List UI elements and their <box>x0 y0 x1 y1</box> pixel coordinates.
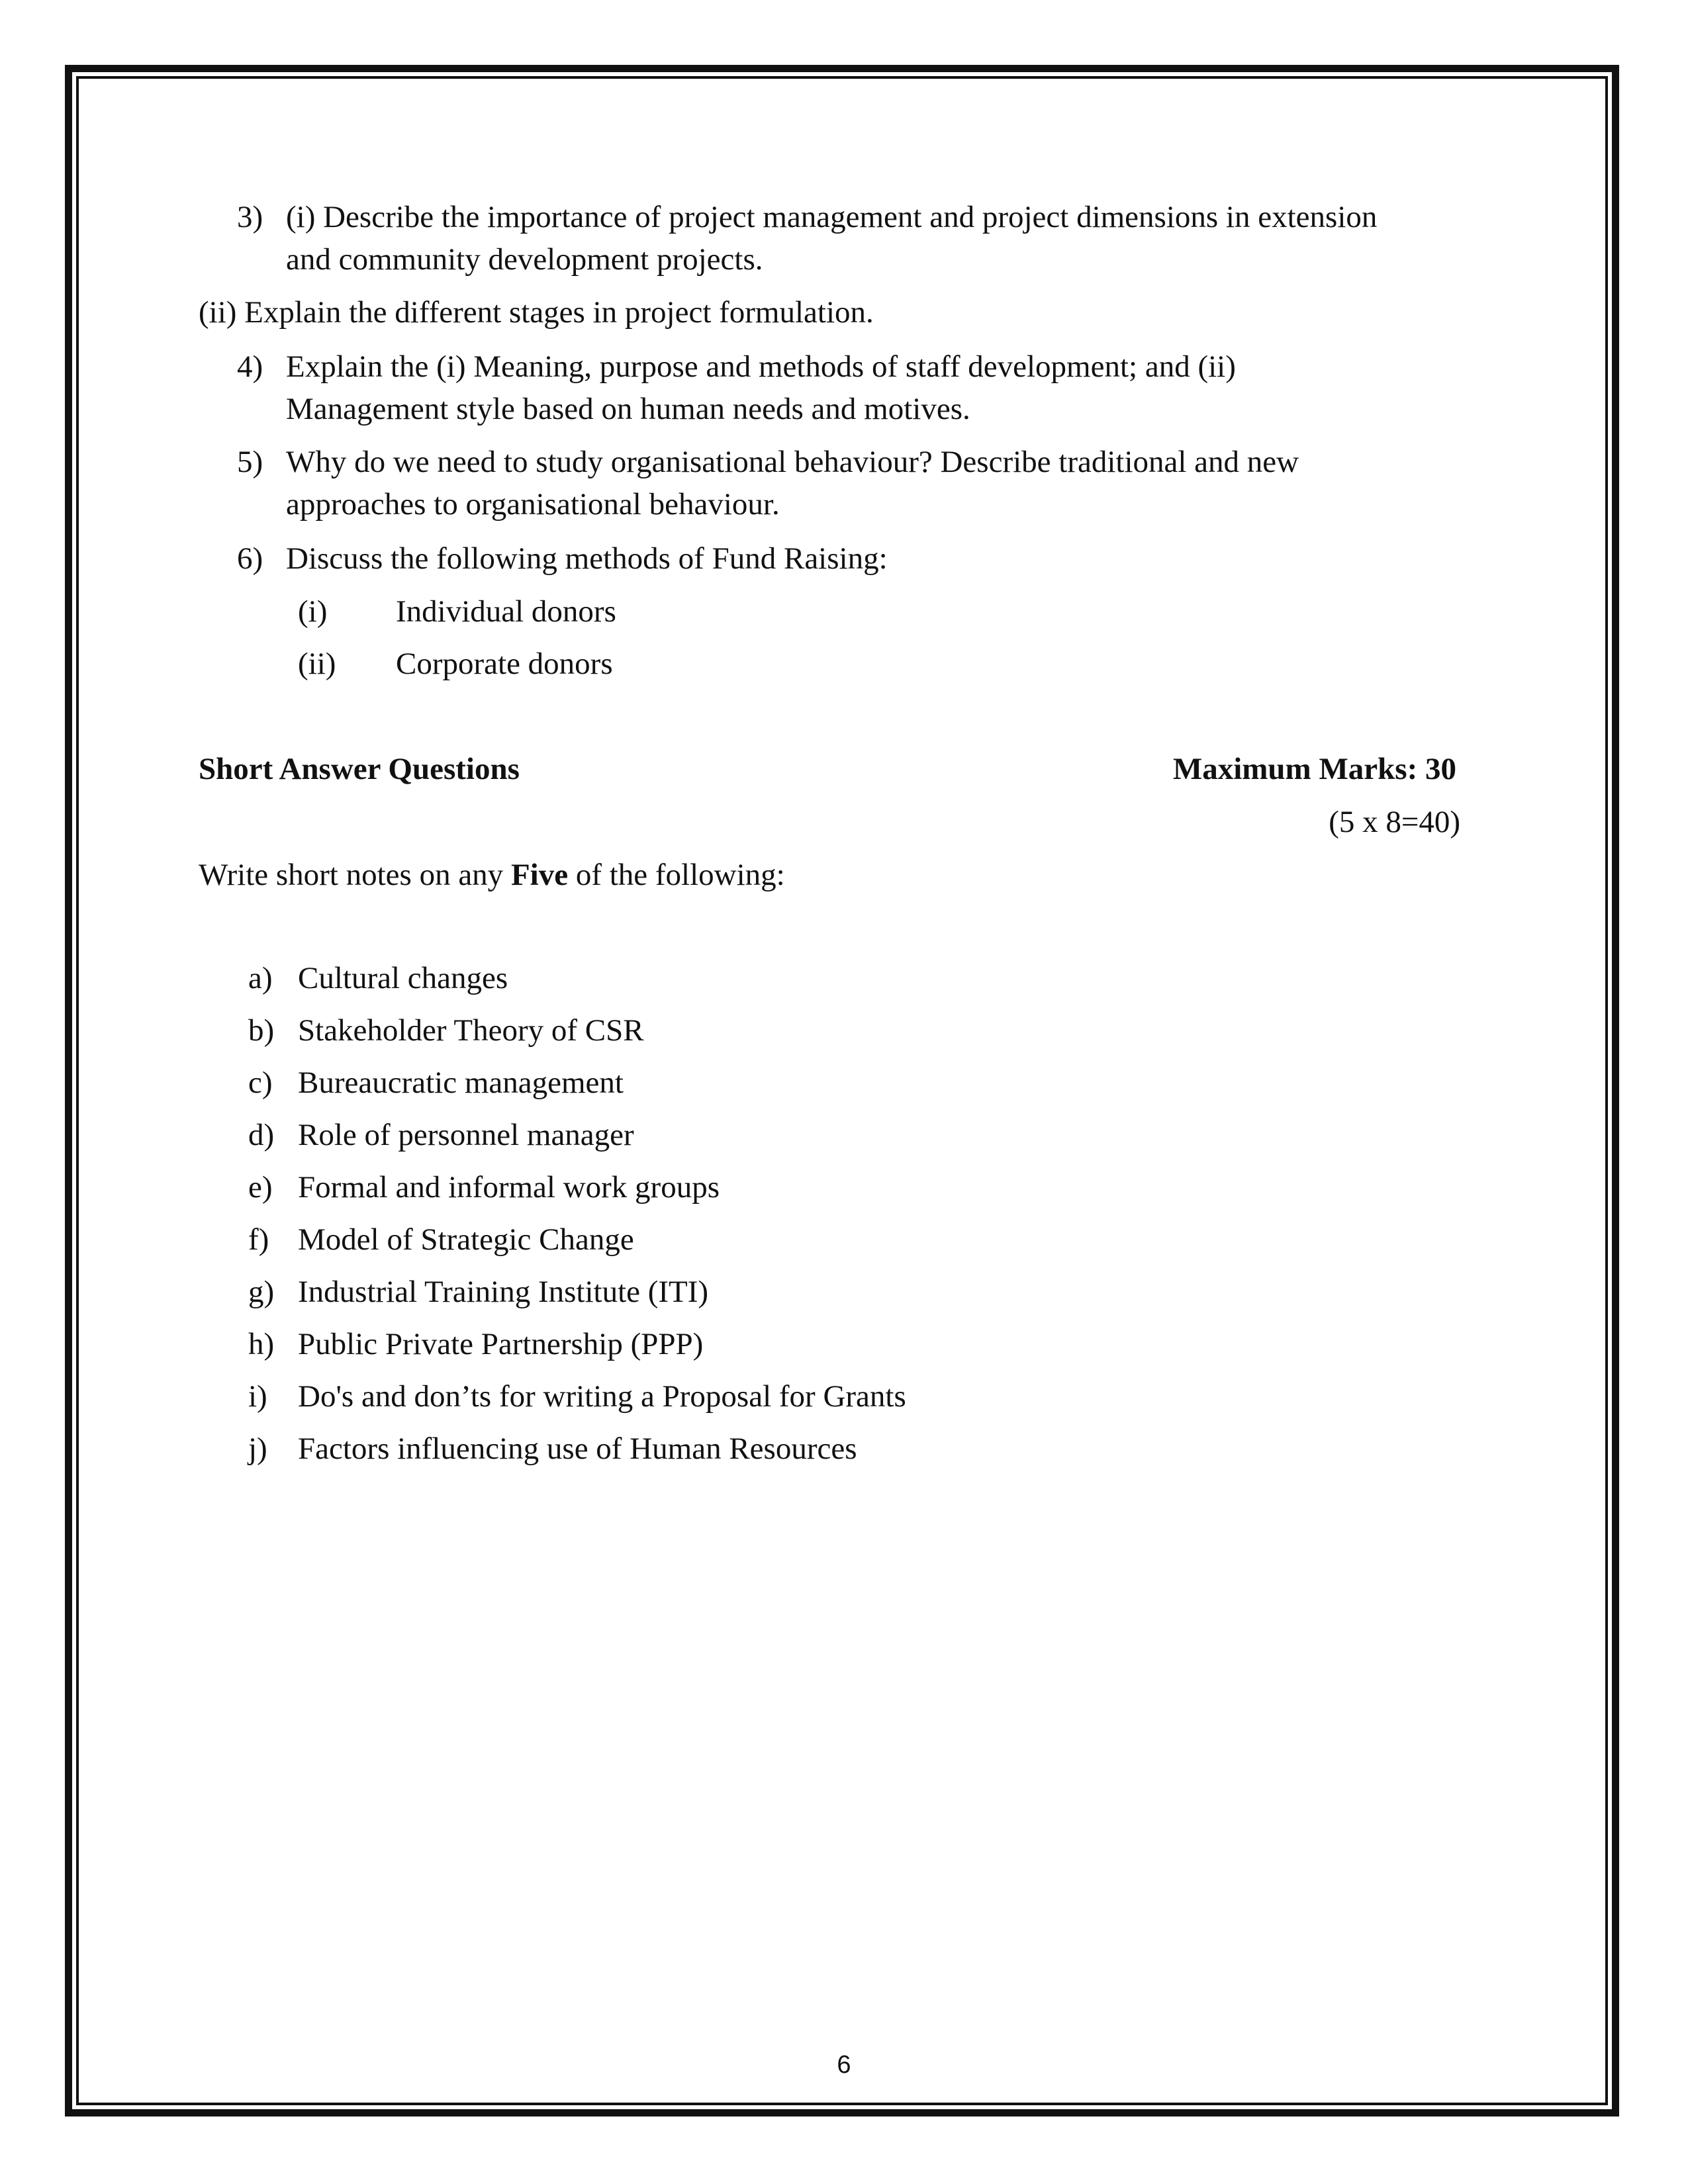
short-item-d-label: d) <box>248 1118 275 1152</box>
question-6-subitem-1-text: Individual donors <box>396 594 616 629</box>
short-item-j-label: j) <box>248 1432 267 1466</box>
short-item-f-text: Model of Strategic Change <box>298 1222 634 1257</box>
question-6-subitem-1-label: (i) <box>298 594 328 629</box>
short-item-g-label: g) <box>248 1275 275 1309</box>
short-item-b-label: b) <box>248 1013 275 1048</box>
short-item-h-label: h) <box>248 1327 275 1361</box>
short-answer-heading: Short Answer Questions <box>199 752 520 786</box>
short-item-i-text: Do's and don’ts for writing a Proposal for Grants <box>298 1379 906 1414</box>
question-3-line-1: (i) Describe the importance of project management and project dimensions in extension <box>286 200 1378 234</box>
short-item-f-label: f) <box>248 1222 269 1257</box>
marks-formula: (5 x 8=40) <box>1329 805 1460 839</box>
question-6-subitem-2-text: Corporate donors <box>396 647 613 681</box>
question-6-number: 6) <box>237 541 263 576</box>
page-number: 6 <box>837 2051 851 2079</box>
instruction-prefix: Write short notes on any <box>199 858 511 892</box>
question-5-line-2: approaches to organisational behaviour. <box>286 487 780 522</box>
short-item-a-text: Cultural changes <box>298 961 508 995</box>
short-item-e-text: Formal and informal work groups <box>298 1170 720 1205</box>
question-5-line-1: Why do we need to study organisational behaviour? Describe traditional and new <box>286 445 1299 479</box>
short-item-c-label: c) <box>248 1066 273 1100</box>
question-6-subitem-2-label: (ii) <box>298 647 336 681</box>
question-4-line-1: Explain the (i) Meaning, purpose and methods of staff development; and (ii) <box>286 349 1236 384</box>
short-answer-instruction <box>199 856 785 893</box>
question-3-number: 3) <box>237 200 263 234</box>
short-item-d-text: Role of personnel manager <box>298 1118 634 1152</box>
maximum-marks: Maximum Marks: 30 <box>1172 752 1456 786</box>
instruction-bold: Five <box>510 858 569 892</box>
question-4-number: 4) <box>237 349 263 384</box>
question-6-line-1: Discuss the following methods of Fund Raising: <box>286 541 888 576</box>
question-4-line-2: Management style based on human needs and motives. <box>286 392 970 426</box>
question-3-part-ii: (ii) Explain the different stages in project formulation. <box>199 295 874 330</box>
short-item-e-label: e) <box>248 1170 273 1205</box>
short-item-j-text: Factors influencing use of Human Resources <box>298 1432 857 1466</box>
short-item-g-text: Industrial Training Institute (ITI) <box>298 1275 709 1309</box>
instruction-suffix: of the following: <box>568 858 785 892</box>
short-item-h-text: Public Private Partnership (PPP) <box>298 1327 704 1361</box>
question-3-line-2: and community development projects. <box>286 242 763 277</box>
question-5-number: 5) <box>237 445 263 479</box>
short-item-i-label: i) <box>248 1379 267 1414</box>
short-item-b-text: Stakeholder Theory of CSR <box>298 1013 644 1048</box>
short-item-c-text: Bureaucratic management <box>298 1066 624 1100</box>
short-item-a-label: a) <box>248 961 273 995</box>
